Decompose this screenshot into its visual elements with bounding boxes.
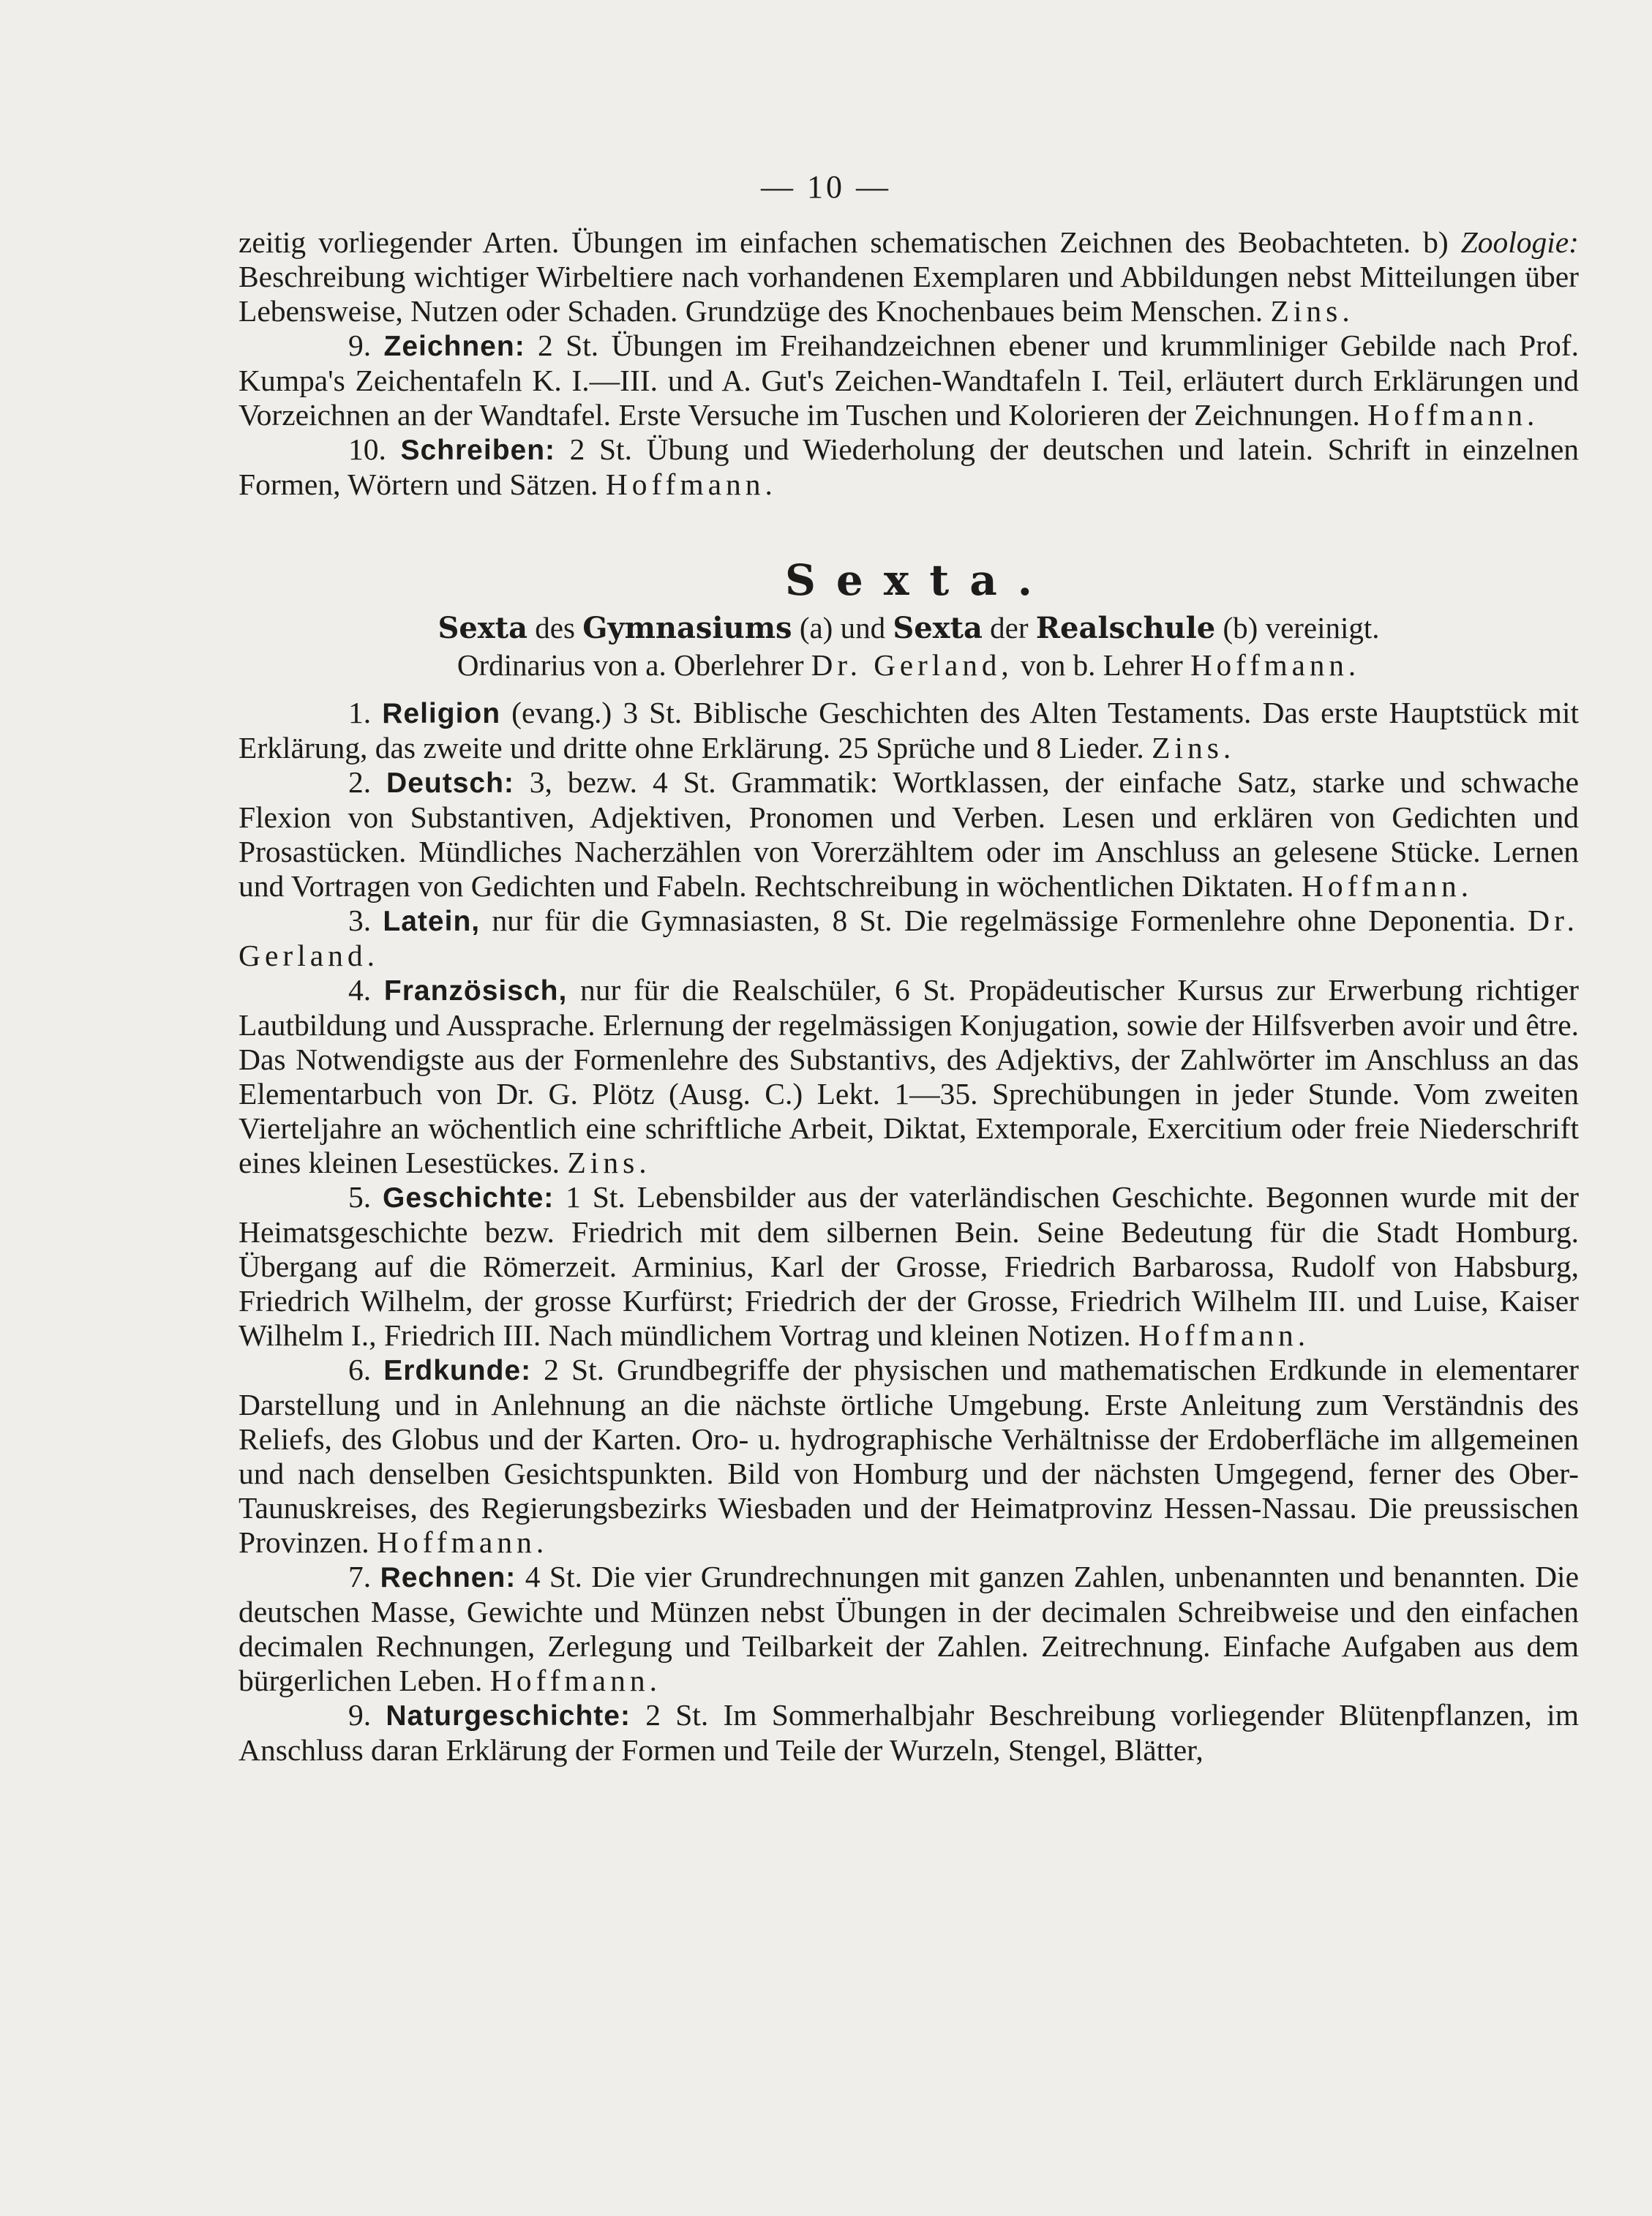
item-number: 9. bbox=[348, 328, 372, 362]
prior-item-schreiben bbox=[239, 432, 1579, 502]
item-teacher: Hoffmann. bbox=[605, 467, 777, 501]
ordinarius-line bbox=[239, 648, 1579, 683]
item-subject: Zeichnen: bbox=[383, 331, 525, 362]
item-rechnen bbox=[239, 1560, 1579, 1698]
subtitle-part-7: Realschule bbox=[1035, 611, 1216, 645]
item-subject: Französisch, bbox=[383, 975, 568, 1007]
item-text: 2 St. Grundbegriffe der physischen und mathematischen Erdkunde in elementarer Darstellung und in Anlehnung an die nächste örtliche Umgebung. Erste Anleitung zum Verständnis des Reliefs, des Globus und der Karten. Oro- u. hydrographische Verhältnisse der Erdoberfläche im allgemeinen und nach denselben Gesichtspunkten. Bild von Homburg und der nächsten Umgegend, ferner des Ober-Taunuskreises, des Regierungsbezirks Wiesbaden und der Heimatprovinz Hessen-Nassau. Die preussischen Provinzen. bbox=[239, 1353, 1579, 1559]
item-number: 7. bbox=[348, 1560, 372, 1593]
ordinarius-part-3: von b. Lehrer bbox=[1013, 648, 1191, 682]
item-number: 5. bbox=[348, 1180, 372, 1214]
zoologie-label: Zoologie: bbox=[1460, 225, 1579, 259]
item-number: 10. bbox=[348, 432, 386, 466]
item-text: (evang.) 3 St. Biblische Geschichten des Alten Testaments. Das erste Hauptstück mit Erklärung, das zweite und dritte ohne Erklärung. 25 Sprüche und 8 Lieder. bbox=[239, 696, 1580, 765]
item-teacher: Hoffmann. bbox=[1301, 869, 1473, 903]
subtitle-part-8: (b) vereinigt. bbox=[1215, 611, 1380, 645]
subtitle-part-1: Sexta bbox=[438, 611, 528, 645]
prior-item-zeichnen bbox=[239, 328, 1579, 432]
item-subject: Naturgeschichte: bbox=[386, 1700, 631, 1732]
subtitle-part-4: (a) und bbox=[792, 611, 893, 645]
item-number: 6. bbox=[348, 1353, 372, 1386]
item-teacher: Zins. bbox=[1152, 731, 1236, 765]
item-number: 9. bbox=[348, 1698, 372, 1732]
item-text: 2 St. Übung und Wiederholung der deutschen und latein. Schrift in einzelnen Formen, Wörtern und Sätzen. bbox=[239, 432, 1579, 501]
page-number: — 10 — bbox=[761, 169, 891, 205]
item-text: 2 St. Übungen im Freihandzeichnen ebener und krummliniger Gebilde nach Prof. Kumpa's Zeichentafeln K. I.—III. und A. Gut's Zeichen-Wandtafeln I. Teil, erläutert durch Erklärungen und Vorzeichnen an der Wandtafel. Erste Versuche im Tuschen und Kolorieren der Zeichnungen. bbox=[239, 328, 1579, 432]
item-teacher: Hoffmann. bbox=[1367, 398, 1539, 432]
item-text: 3, bezw. 4 St. Grammatik: Wortklassen, der einfache Satz, starke und schwache Flexion von Substantiven, Adjektiven, Pronomen und Verben. Lesen und erklären von Gedichten und Prosastücken. Mündliches Nacherzählen von Vorerzähltem oder im Anschluss an gelesene Stücke. Lernen und Vortragen von Gedichten und Fabeln. Rechtschreibung in wöchentlichen Diktaten. bbox=[239, 765, 1580, 903]
item-religion bbox=[239, 696, 1579, 765]
item-number: 1. bbox=[348, 696, 372, 729]
page-body bbox=[239, 225, 1579, 1768]
item-latein bbox=[239, 904, 1579, 973]
item-teacher: Hoffmann. bbox=[489, 1664, 661, 1697]
item-subject: Geschichte: bbox=[383, 1182, 555, 1214]
item-text: nur für die Gymnasiasten, 8 St. Die regelmässige Formenlehre ohne Deponentia. bbox=[480, 904, 1528, 937]
intro-text-1: zeitig vorliegender Arten. Übungen im einfachen schematischen Zeichnen des Beobachteten. b) bbox=[239, 225, 1461, 259]
item-geschichte bbox=[239, 1180, 1579, 1353]
item-teacher: Zins. bbox=[567, 1146, 651, 1179]
item-text: 2 St. Im Sommerhalbjahr Beschreibung vorliegender Blütenpflanzen, im Anschluss daran Erklärung der Formen und Teile der Wurzeln, Stengel, Blätter, bbox=[239, 1698, 1579, 1767]
intro-teacher: Zins. bbox=[1270, 294, 1354, 328]
item-subject: Erdkunde: bbox=[383, 1355, 532, 1386]
intro-paragraph bbox=[239, 225, 1579, 328]
item-teacher: Dr. Gerland. bbox=[239, 904, 1580, 972]
item-subject: Deutsch: bbox=[386, 767, 514, 799]
ordinarius-part-2: Dr. Gerland, bbox=[811, 648, 1013, 682]
item-subject: Religion bbox=[382, 698, 501, 729]
ordinarius-part-4: Hoffmann. bbox=[1190, 648, 1361, 682]
section-title: Sexta. bbox=[785, 555, 1053, 605]
subtitle-part-3: Gymnasiums bbox=[582, 611, 792, 645]
item-text: nur für die Realschüler, 6 St. Propädeutischer Kursus zur Erwerbung richtiger Lautbildung und Aussprache. Erlernung der regelmässigen Konjugation, sowie der Hilfsverben avoir und être. Das Notwendigste aus der Formenlehre des Substantivs, des Adjektivs, der Zahlwörter im Anschluss an das Elementarbuch von Dr. G. Plötz (Ausg. C.) Lekt. 1—35. Sprechübungen in jeder Stunde. Vom zweiten Vierteljahre an wöchentlich eine schriftliche Arbeit, Diktat, Extemporale, Exercitium oder freie Niederschrift eines kleinen Lesestückes. bbox=[239, 973, 1580, 1179]
item-text: 1 St. Lebensbilder aus der vaterländischen Geschichte. Begonnen wurde mit der Heimatsgeschichte bezw. Friedrich mit dem silbernen Bein. Seine Bedeutung für die Stadt Homburg. Übergang auf die Römerzeit. Arminius, Karl der Grosse, Friedrich Barbarossa, Rudolf von Habsburg, Friedrich Wilhelm, der grosse Kurfürst; Friedrich der der Grosse, Friedrich Wilhelm III. und Luise, Kaiser Wilhelm I., Friedrich III. Nach mündlichem Vortrag und kleinen Notizen. bbox=[239, 1180, 1579, 1352]
item-naturgeschichte bbox=[239, 1698, 1579, 1768]
item-number: 4. bbox=[348, 973, 372, 1007]
subtitle-part-5: Sexta bbox=[893, 611, 983, 645]
ordinarius-part-1: Ordinarius von a. Oberlehrer bbox=[457, 648, 811, 682]
item-subject: Schreiben: bbox=[400, 435, 556, 466]
item-teacher: Hoffmann. bbox=[377, 1525, 549, 1559]
item-franzoesisch bbox=[239, 973, 1579, 1180]
item-erdkunde bbox=[239, 1353, 1579, 1560]
item-teacher: Hoffmann. bbox=[1138, 1318, 1310, 1352]
item-subject: Latein, bbox=[383, 906, 481, 937]
item-number: 2. bbox=[348, 765, 372, 799]
section-subtitle bbox=[239, 611, 1579, 645]
subtitle-part-2: des bbox=[527, 611, 583, 645]
item-number: 3. bbox=[348, 904, 372, 937]
item-subject: Rechnen: bbox=[380, 1562, 517, 1593]
item-deutsch bbox=[239, 765, 1579, 904]
subtitle-part-6: der bbox=[982, 611, 1036, 645]
item-text: 4 St. Die vier Grundrechnungen mit ganzen Zahlen, unbenannten und benannten. Die deutschen Masse, Gewichte und Münzen nebst Übungen in der decimalen Schreibweise und den einfachen decimalen Rechnungen, Zerlegung und Teilbarkeit der Zahlen. Zeitrechnung. Einfache Aufgaben aus dem bürgerlichen Leben. bbox=[239, 1560, 1580, 1697]
intro-text-2: Beschreibung wichtiger Wirbeltiere nach vorhandenen Exemplaren und Abbildungen nebst Mitteilungen über Lebensweise, Nutzen oder Schaden. Grundzüge des Knochenbaues beim Menschen. bbox=[239, 260, 1579, 328]
